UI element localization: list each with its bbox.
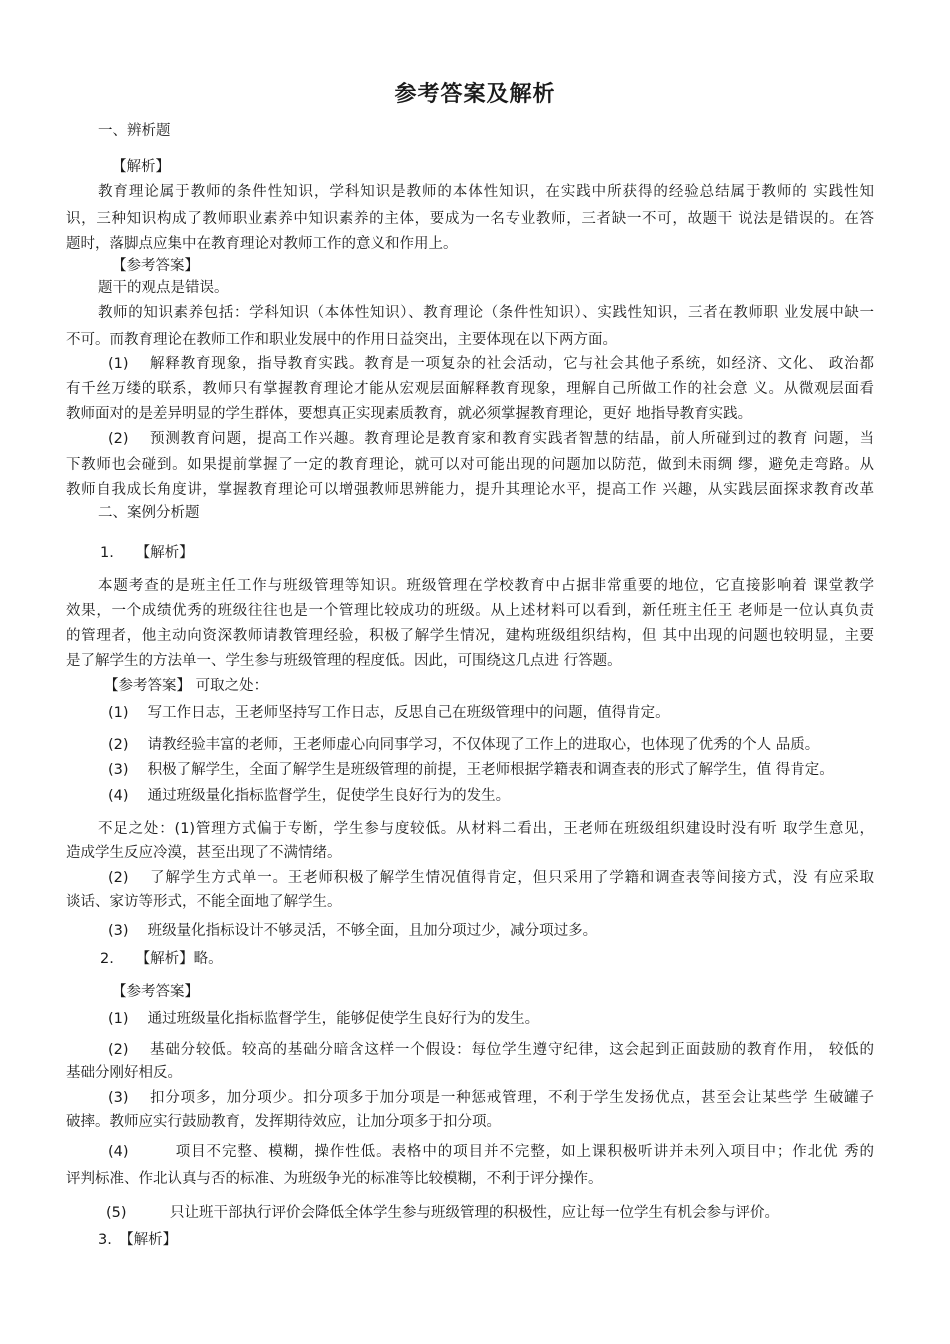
paragraph-line: 教师自我成长角度讲，掌握教育理论可以增强教师思辨能力，提升其理论水平，提高工作 兴趣，从实践层面探求教育改革 xyxy=(66,482,874,498)
paragraph-line: 评判标准、作北认真与否的标准、为班级争光的标准等比较模糊，不利于评分操作。 xyxy=(66,1171,603,1187)
answer-label: 【参考答案】 xyxy=(112,984,199,1000)
list-item: (3) 班级量化指标设计不够灵活，不够全面，且加分项过少，减分项过多。 xyxy=(108,923,598,939)
paragraph-line: 基础分刚好相反。 xyxy=(66,1065,182,1081)
paragraph-line: 题时，落脚点应集中在教育理论对教师工作的意义和作用上。 xyxy=(66,236,458,252)
paragraph-line: 破摔。教师应实行鼓励教育，发挥期待效应，让加分项多于扣分项。 xyxy=(66,1114,501,1130)
list-item: (3) 扣分项多，加分项少。扣分项多于加分项是一种惩戒管理，不利于学生发扬优点，甚至会让某些学 生破罐子 xyxy=(108,1090,874,1106)
paragraph-line: 教师的知识素养包括：学科知识（本体性知识）、教育理论（条件性知识）、实践性知识，三者在教师职 业发展中缺一 xyxy=(98,305,874,321)
analysis-label: 【解析】 xyxy=(112,159,170,175)
list-item: (2) 预测教育问题，提高工作兴趣。教育理论是教育家和教育实践者智慧的结晶，前人所碰到过的教育 问题，当 xyxy=(108,431,874,447)
list-item: (3) 积极了解学生，全面了解学生是班级管理的前提，王老师根据学籍表和调查表的形式了解学生，值 得肯定。 xyxy=(108,762,834,778)
analysis-label: 1. 【解析】 xyxy=(100,545,194,561)
paragraph-line: 下教师也会碰到。如果提前掌握了一定的教育理论，就可以对可能出现的问题加以防范，做到未雨绸 缪，避免走弯路。从 xyxy=(66,457,874,473)
analysis-label: 3. 【解析】 xyxy=(98,1232,178,1248)
paragraph-line: 是了解学生的方法单一、学生参与班级管理的程度低。因此，可围绕这几点进 行答题。 xyxy=(66,653,622,669)
list-item: (1) 写工作日志，王老师坚持写工作日志，反思自己在班级管理中的问题，值得肯定。 xyxy=(108,705,670,721)
list-item: (5) 只让班干部执行评价会降低全体学生参与班级管理的积极性，应让每一位学生有机会参与评价。 xyxy=(106,1205,780,1221)
paragraph-line: 本题考查的是班主任工作与班级管理等知识。班级管理在学校教育中占据非常重要的地位，它直接影响着 课堂教学 xyxy=(98,578,874,594)
paragraph-line: 不可。而教育理论在教师工作和职业发展中的作用日益突出，主要体现在以下两方面。 xyxy=(66,332,617,348)
list-item: (4) 项目不完整、模糊，操作性低。表格中的项目并不完整，如上课积极听讲并未列入项目中；作北优 秀的 xyxy=(108,1144,874,1160)
list-item: (2) 基础分较低。较高的基础分暗含这样一个假设：每位学生遵守纪律，这会起到正面鼓励的教育作用， 较低的 xyxy=(108,1042,874,1058)
paragraph-line: 效果，一个成绩优秀的班级往往也是一个管理比较成功的班级。从上述材料可以看到，新任班主任王 老师是一位认真负责 xyxy=(66,603,874,619)
list-item: (1) 解释教育现象，指导教育实践。教育是一项复杂的社会活动，它与社会其他子系统，如经济、文化、 政治都 xyxy=(108,356,874,372)
answer-label: 【参考答案】 可取之处： xyxy=(104,678,269,694)
paragraph-line: 教育理论属于教师的条件性知识，学科知识是教师的本体性知识，在实践中所获得的经验总结属于教师的 实践性知 xyxy=(98,184,874,200)
paragraph-line: 造成学生反应冷漠，甚至出现了不满情绪。 xyxy=(66,845,342,861)
paragraph-line: 不足之处：(1)管理方式偏于专断，学生参与度较低。从材料二看出，王老师在班级组织建设时没有听 取学生意见， xyxy=(98,821,874,837)
section-heading: 二、案例分析题 xyxy=(98,505,200,521)
paragraph-line: 识，三种知识构成了教师职业素养中知识素养的主体，要成为一名专业教师，三者缺一不可，故题干 说法是错误的。在答 xyxy=(66,211,874,227)
list-item: (2) 了解学生方式单一。王老师积极了解学生情况值得肯定，但只采用了学籍和调查表等间接方式，没 有应采取 xyxy=(108,870,874,886)
list-item: (1) 通过班级量化指标监督学生，能够促使学生良好行为的发生。 xyxy=(108,1011,540,1027)
answer-label: 【参考答案】 xyxy=(112,258,199,274)
list-item: (4) 通过班级量化指标监督学生，促使学生良好行为的发生。 xyxy=(108,788,511,804)
paragraph-line: 的管理者，他主动向资深教师请教管理经验，积极了解学生情况，建构班级组织结构，但 其中出现的问题也较明显，主要 xyxy=(66,628,874,644)
paragraph-line: 有千丝万缕的联系，教师只有掌握教育理论才能从宏观层面解释教育现象，理解自己所做工作的社会意 义。从微观层面看 xyxy=(66,381,874,397)
paragraph-line: 题干的观点是错误。 xyxy=(98,280,229,296)
section-heading: 一、辨析题 xyxy=(98,123,171,139)
page-title: 参考答案及解析 xyxy=(394,82,556,107)
paragraph-line: 教师面对的是差异明显的学生群体，要想真正实现素质教育，就必须掌握教育理论，更好 地指导教育实践。 xyxy=(66,406,753,422)
analysis-label: 2. 【解析】略。 xyxy=(100,951,223,967)
list-item: (2) 请教经验丰富的老师，王老师虚心向同事学习，不仅体现了工作上的进取心，也体现了优秀的个人 品质。 xyxy=(108,737,820,753)
paragraph-line: 谈话、家访等形式，不能全面地了解学生。 xyxy=(66,894,342,910)
